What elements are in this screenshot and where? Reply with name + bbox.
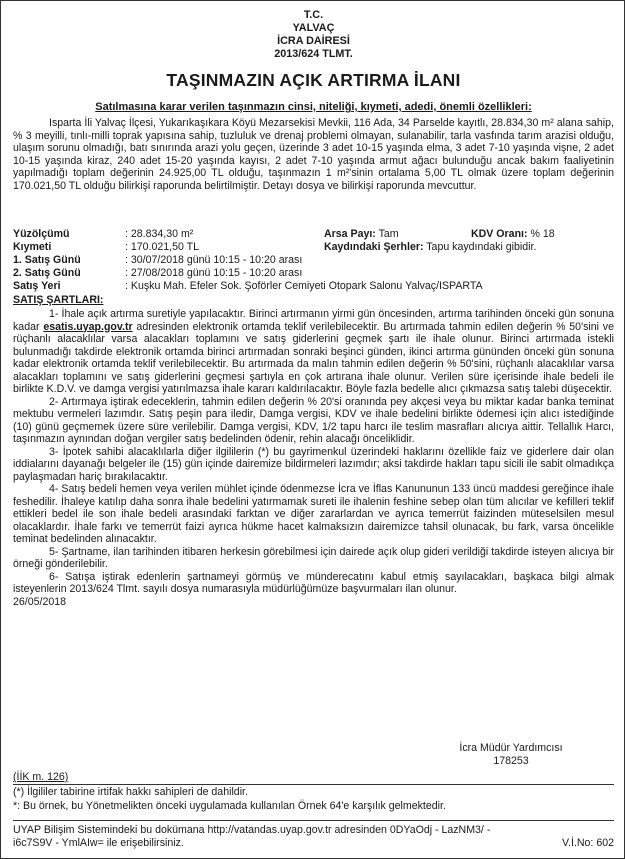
share-label: Arsa Payı: [324,228,376,240]
kdv-label: KDV Oranı: [471,228,528,240]
footnote-2: *: Bu örnek, bu Yönetmelikten önceki uygulamada kullanılan Örnek 64'e karşılık gelmektedir. [13,800,446,812]
kdv-row [471,228,555,241]
property-subtitle: Satılmasına karar verilen taşınmazın cinsi, niteliği, kıymeti, adedi, önemli özellikleri: [95,101,532,113]
sale2-label: 2. Satış Günü [13,267,81,279]
value-row [13,241,200,254]
sale2-value: : 27/08/2018 günü 10:15 - 10:20 arası [125,267,303,279]
header-file-number: 2013/624 TLMT. [274,48,353,60]
footer-uyap-line2: i6c7S9V - YmlAIw= ile erişebilirsiniz. [13,837,184,849]
value-value: : 170.021,50 TL [125,241,200,253]
sale1-row [13,254,303,267]
header-office: İCRA DAİRESİ [277,35,350,47]
kdv-value: % 18 [530,228,555,240]
footnote-1: (*) İlgililer tabirine irtifak hakkı sahipleri de dahildir. [13,786,248,798]
condition-2: 2- Artırmaya iştirak edeceklerin, tahmin edilen değerin % 20'si oranında pey akçesi veya bu miktar kadar banka teminat mektubu vermeleri lazımdır. Satış peşin para iledir, Damga vergisi, KDV ve ihale bedelini birlikte ödemesi için alıcı istediğinde (10) günü geçmemek üzere süre verilebilir. Damga vergisi, KDV, 1/2 tapu harcı ile teslim masrafları alıcıya aittir. Tellallık Harcı, taşınmazın aynından doğan vergiler satış bedelinden ödenir, rehin alacağı önceliklidir. [13,395,614,445]
condition-1 [13,308,614,396]
conditions-row [324,241,536,254]
conditions-body [13,308,614,608]
property-description-block [13,117,614,192]
condition-1-a: 1- İhale açık artırma suretiyle yapılacaktır. Birinci artırmanın yirmi gün öncesinden, artırma tarihinden önceki gün sonuna kadar [13,308,614,333]
footnote-divider [13,784,614,785]
sale1-label: 1. Satış Günü [13,254,81,266]
sale2-row [13,267,303,280]
share-value: Tam [378,228,399,240]
conditions-value: Tapu kaydındaki gibidir. [426,241,537,253]
place-label: Satış Yeri [13,280,61,292]
conditions-title: SATIŞ ŞARTLARI: [13,294,104,306]
sale1-value: : 30/07/2018 günü 10:15 - 10:20 arası [125,254,303,266]
header-city: YALVAÇ [292,22,335,34]
area-label: Yüzölçümü [13,228,70,240]
value-label: Kıymeti [13,241,52,253]
condition-6: 6- Satışa iştirak edenlerin şartnameyi görmüş ve münderecatını kabul etmiş sayılacakları, başkaca bilgi almak isteyenlerin 2013/624 Tlmt. sayılı dosya numarasıyla müdürlüğümüze başvurmaları ilan olunur. [13,570,614,595]
condition-3: 3- İpotek sahibi alacaklılarla diğer ilgililerin (*) bu gayrimenkul üzerindeki haklarını özellikle faiz ve giderlere dair olan iddialarını dayanağı belgeler ile (15) gün içinde dairemize bildirmeleri lazımdır; aksi takdirde hakları tapu sicili ile sabit olmadıkça paylaşmadan hariç bırakılacaktır. [13,445,614,483]
footnote-ref: (İİK m. 126) [13,771,69,783]
condition-1-b: adresinden elektronik ortamda teklif verilebilecektir. Bu artırmada tahmin edilen değerin % 50'sini ve rüçhanlı alacaklılar varsa alacakları toplamını ve satış giderlerini geçmek şartı ile ihale olunur. Birinci artırmada istekli bulunmadığı takdirde elektronik ortamda birinci artırmadan sonraki beşinci günden, ikinci artırma gününden önceki gün sonuna kadar elektronik ortamda teklif verilebilecektir. Bu artırmada da malın tahmin edilen değerin % 50'sini, rüçhanlı alacaklılar varsa alacakları toplamını ve satış giderlerini geçmesi şartıyla en çok artırana ihale olunur. Verilen süre içerisinde ihale bedeli ile birlikte K.D.V. ve damga vergisi yatırılmazsa ihale kararı kaldırılacaktır. Böyle fazla bedelle alıcı çıkmazsa satış talebi düşecektir. [13,320,614,395]
signature-title: İcra Müdür Yardımcısı [459,742,563,754]
footer-divider [13,820,614,821]
announcement-date: 26/05/2018 [13,595,67,608]
place-row [13,280,483,293]
property-description: Isparta İli Yalvaç İlçesi, Yukarıkaşıkara Köyü Mezarsekisi Mevkii, 116 Ada, 34 Parselde kayıtlı, 28.834,30 m² alana sahip, % 3 meyilli, tınlı-milli toprak yapısına sahip, tuzluluk ve drenaj problemi olmayan, sulanabilir, tarla vasfında tarım arazisi olduğu, ulaşım sorunu olmadığı, batı sınırında arazi yolu geçen, üzerinde 3 adet 10-15 yaşında elma, 3 adet 7-10 yaşında vişne, 2 adet 10-15 yaşında kiraz, 240 adet 15-20 yaşında kayısı, 2 adet 7-10 yaşında armut ağacı bulunduğu ancak bakım faaliyetinin yapılmadığı toplam değerinin 24.925,00 TL olduğu, taşınmazın 1 m²'sinin ortalama 5,00 TL olmak üzere toplam değerinin 170.021,50 TL olduğu bilirkişi raporunda belirtilmiştir. Detayı dosya ve bilirkişi raporunda mevcuttur. [13,117,614,192]
conditions-label: Kaydındaki Şerhler: [324,241,424,253]
signature-number: 178253 [493,755,529,767]
page-title: TAŞINMAZIN AÇIK ARTIRMA İLANI [166,70,461,90]
header-tc: T.C. [303,9,324,21]
esatis-link[interactable]: esatis.uyap.gov.tr [43,320,133,333]
footer-code: V.İ.No: 602 [561,837,614,849]
footer-uyap-line1: UYAP Bilişim Sistemindeki bu dokümana http://vatandas.uyap.gov.tr adresinden 0DYaOdj - LazNM3/ - [13,824,491,836]
condition-4: 4- Satış bedeli hemen veya verilen mühlet içinde ödenmezse İcra ve İflas Kanununun 133 üncü maddesi gereğince ihale feshedilir. İhaleye katılıp daha sonra ihale bedelini yatırmamak sureti ile ihalenin feshine sebep olan tüm alıcılar ve kefilleri teklif ettikleri bedel ile son ihale bedeli arasındaki farktan ve diğer zararlardan ve ayrıca temerrüt faizinden müteselsilen mesul olacaklardır. İhale farkı ve temerrüt faizi ayrıca hükme hacet kalmaksızın dairemizce tahsil olunacak, bu fark, varsa öncelikle teminat bedelinden alınacaktır. [13,483,614,545]
condition-5: 5- Şartname, ilan tarihinden itibaren herkesin görebilmesi için dairede açık olup gideri verildiği takdirde isteyen alıcıya bir örneği gönderilebilir. [13,545,614,570]
share-row [324,228,399,241]
place-value: : Kuşku Mah. Efeler Sok. Şoförler Cemiyeti Otopark Salonu Yalvaç/ISPARTA [125,280,483,292]
area-row [13,228,194,241]
area-value: : 28.834,30 m² [125,228,194,240]
